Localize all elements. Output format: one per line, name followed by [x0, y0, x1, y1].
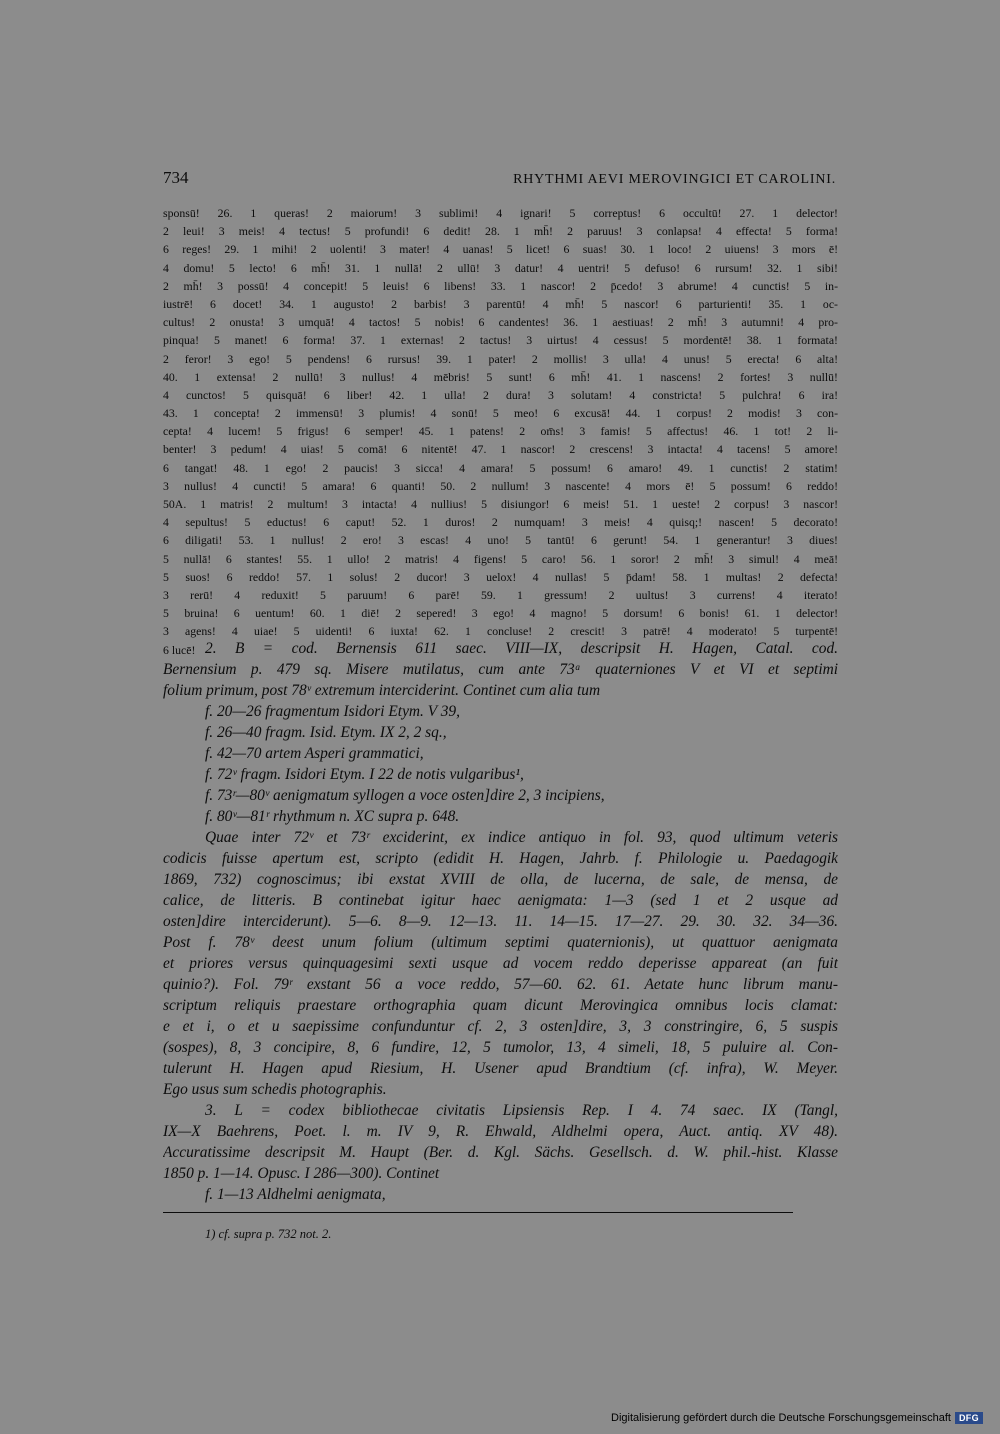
text-line: codicis fuisse apertum est, scripto (edidit H. Hagen, Jahrb. f. Philologie u. Paedagogik — [163, 850, 838, 867]
variant-line: 6 reges! 29. 1 mihi! 2 uolenti! 3 mater! 4 uanas! 5 licet! 6 suas! 30. 1 loco! 2 uiuens! 3 mors ē! — [163, 242, 838, 257]
text-line: 1869, 732) cognoscimus; ibi exstat XVIII de olla, de lucerna, de sale, de mensa, de — [163, 871, 838, 888]
text-line: f. 80ᵛ—81ʳ rhythmum n. XC supra p. 648. — [205, 808, 460, 825]
variant-line: 5 suos! 6 reddo! 57. 1 solus! 2 ducor! 3 uelox! 4 nullas! 5 p̄dam! 58. 1 multas! 2 defecta! — [163, 569, 838, 584]
text-line: 3. L = codex bibliothecae civitatis Lipsiensis Rep. I 4. 74 saec. IX (Tangl, — [205, 1102, 838, 1119]
variant-line: 3 agens! 4 uiae! 5 uidenti! 6 iuxta! 62. 1 concluse! 2 crescit! 3 patrē! 4 moderato! 5 turpentē! — [163, 624, 838, 639]
text-line: tulerunt H. Hagen apud Riesium, H. Usener apud Brandtium (cf. infra), W. Meyer. — [163, 1060, 838, 1077]
text-line: et priores versus quinquagesimi sexti usque ad vocem reddo deperisse appareat (an fuit — [163, 955, 838, 972]
text-line: Post f. 78ᵛ deest unum folium (ultimum septimi quaternionis), ut quattuor aenigmata — [163, 934, 838, 951]
footnote: 1) cf. supra p. 732 not. 2. — [205, 1227, 332, 1241]
text-line: f. 20—26 fragmentum Isidori Etym. V 39, — [205, 703, 460, 720]
digitization-credit — [611, 1412, 983, 1424]
variant-line: 5 bruina! 6 uentum! 60. 1 diē! 2 sepered! 3 ego! 4 magno! 5 dorsum! 6 bonis! 61. 1 delector! — [163, 606, 838, 621]
variant-line: 3 nullus! 4 cuncti! 5 amara! 6 quanti! 50. 2 nullum! 3 nascente! 4 mors ē! 5 possum! 6 reddo! — [163, 478, 838, 493]
variant-line: 5 nullā! 6 stantes! 55. 1 ullo! 2 matris! 4 figens! 5 caro! 56. 1 soror! 2 mh̄! 3 simul! 4 meā! — [163, 551, 838, 566]
running-title: RHYTHMI AEVI MEROVINGICI ET CAROLINI. — [513, 172, 836, 187]
variant-readings — [163, 204, 838, 659]
variant-line: pinqua! 5 manet! 6 forma! 37. 1 externas! 2 tactus! 3 uirtus! 4 cessus! 5 mordentē! 38. 1 formata! — [163, 333, 838, 348]
variant-line: 43. 1 concepta! 2 immensū! 3 plumis! 4 sonū! 5 meo! 6 excusā! 44. 1 corpus! 2 modis! 3 con- — [163, 406, 838, 421]
variant-line: 3 rerū! 4 reduxit! 5 paruum! 6 parē! 59. 1 gressum! 2 uultus! 3 currens! 4 iterato! — [163, 587, 838, 602]
credit-text: Digitalisierung gefördert durch die Deutsche Forschungsgemeinschaft — [611, 1412, 951, 1424]
main-text — [163, 638, 838, 1205]
text-line: quinio?). Fol. 79ʳ exstant 56 a voce reddo, 57—60. 62. 61. Aetate hunc librum manu- — [163, 976, 838, 993]
text-line: f. 26—40 fragm. Isid. Etym. IX 2, 2 sq., — [205, 724, 447, 741]
variant-line: cultus! 2 onusta! 3 umquā! 4 tactos! 5 nobis! 6 candentes! 36. 1 aestiuas! 2 mh̄! 3 autumni! 4 pro- — [163, 315, 838, 330]
text-line: 2. B = cod. Bernensis 611 saec. VIII—IX, descripsit H. Hagen, Catal. cod. — [205, 640, 838, 657]
text-line: (sospes), 8, 3 concipire, 8, 6 fundire, 12, 5 tumolor, 13, 4 simeli, 18, 5 puluire al. Con- — [163, 1039, 838, 1056]
text-line: e et i, o et u saepissime confunduntur cf. 2, 3 osten]dire, 3, 3 constringire, 6, 5 suspis — [163, 1018, 838, 1035]
page-number: 734 — [163, 168, 189, 187]
variant-line: iustrē! 6 docet! 34. 1 augusto! 2 barbis! 3 parentū! 4 mh̄! 5 nascor! 6 parturienti! 35. 1 oc- — [163, 296, 838, 311]
text-line: scriptum reliquis praestare orthographia quam dicunt Merovingica omnibus locis clamat: — [163, 997, 838, 1014]
variant-line: 4 domu! 5 lecto! 6 mh̄! 31. 1 nullā! 2 ullū! 3 datur! 4 uentri! 5 defuso! 6 rursum! 32. 1 sibi! — [163, 260, 838, 275]
variant-line: sponsū! 26. 1 queras! 2 maiorum! 3 sublimi! 4 ignari! 5 correptus! 6 occultū! 27. 1 delector! — [163, 206, 838, 220]
variant-line: 2 feror! 3 ego! 5 pendens! 6 rursus! 39. 1 pater! 2 mollis! 3 ulla! 4 unus! 5 erecta! 6 alta! — [163, 351, 838, 366]
variant-line: 2 leui! 3 meis! 4 tectus! 5 profundi! 6 dedit! 28. 1 mh̄! 2 paruus! 3 conlapsa! 4 effecta! 5 forma! — [163, 224, 838, 239]
variant-line: 6 lucē! — [163, 642, 196, 657]
text-line: calice, de litteris. B continebat igitur haec aenigmata: 1—3 (sed 1 et 2 usque ad — [163, 892, 838, 909]
footnote-rule — [163, 1212, 793, 1213]
text-line: Ego usus sum schedis photographis. — [163, 1081, 387, 1098]
text-line: osten]dire interciderunt). 5—6. 8—9. 12—13. 11. 14—15. 17—27. 29. 30. 32. 34—36. — [163, 913, 838, 930]
text-line: 1850 p. 1—14. Opusc. I 286—300). Continet — [163, 1165, 440, 1182]
variant-line: benter! 3 pedum! 4 uias! 5 comā! 6 nitentē! 47. 1 nascor! 2 crescens! 3 intacta! 4 tacens! 5 amore! — [163, 442, 838, 457]
text-line: f. 72ᵛ fragm. Isidori Etym. I 22 de notis vulgaribus¹, — [205, 766, 524, 783]
variant-line: cepta! 4 lucem! 5 frigus! 6 semper! 45. 1 patens! 2 om̄s! 3 famis! 5 affectus! 46. 1 tot! 2 li- — [163, 424, 838, 439]
page-header — [163, 168, 838, 188]
variant-line: 50A. 1 matris! 2 multum! 3 intacta! 4 nullius! 5 disiungor! 6 meis! 51. 1 ueste! 2 corpus! 3 nascor! — [163, 497, 838, 511]
text-line: f. 1—13 Aldhelmi aenigmata, — [205, 1186, 386, 1203]
text-line: f. 73ʳ—80ᵛ aenigmatum syllogen a voce osten]dire 2, 3 incipiens, — [205, 787, 605, 804]
variant-line: 40. 1 extensa! 2 nullū! 3 nullus! 4 mēbris! 5 sunt! 6 mh̄! 41. 1 nascens! 2 fortes! 3 nullū! — [163, 369, 838, 384]
text-line: f. 42—70 artem Asperi grammatici, — [205, 745, 424, 762]
variant-line: 6 tangat! 48. 1 ego! 2 paucis! 3 sicca! 4 amara! 5 possum! 6 amaro! 49. 1 cunctis! 2 statim! — [163, 460, 838, 475]
text-line: IX—X Baehrens, Poet. l. m. IV 9, R. Ehwald, Aldhelmi opera, Auct. antiq. XV 48). — [163, 1123, 838, 1140]
variant-line: 4 sepultus! 5 eductus! 6 caput! 52. 1 duros! 2 numquam! 3 meis! 4 quisq;! nascen! 5 decorato! — [163, 515, 838, 530]
text-line: folium primum, post 78ᵛ extremum interciderint. Continet cum alia tum — [163, 682, 601, 699]
variant-line: 2 mh̄! 3 possū! 4 concepit! 5 leuis! 6 libens! 33. 1 nascor! 2 p̄cedo! 3 abrume! 4 cunctis! 5 in- — [163, 278, 838, 293]
dfg-logo: DFG — [955, 1412, 983, 1424]
text-line: Accuratissime descripsit M. Haupt (Ber. d. Kgl. Sächs. Gesellsch. d. W. phil.-hist. Klasse — [163, 1144, 838, 1161]
variant-line: 4 cunctos! 5 quisquā! 6 liber! 42. 1 ulla! 2 dura! 3 solutam! 4 constricta! 5 pulchra! 6 ira! — [163, 387, 838, 402]
variant-line: 6 diligati! 53. 1 nullus! 2 ero! 3 escas! 4 uno! 5 tantū! 6 gerunt! 54. 1 generantur! 3 diues! — [163, 533, 838, 548]
text-line: Bernensium p. 479 sq. Misere mutilatus, cum ante 73ᵃ quaterniones V et VI et septimi — [163, 661, 838, 678]
text-line: Quae inter 72ᵛ et 73ʳ exciderint, ex indice antiquo in fol. 93, quod ultimum veteris — [205, 829, 838, 846]
